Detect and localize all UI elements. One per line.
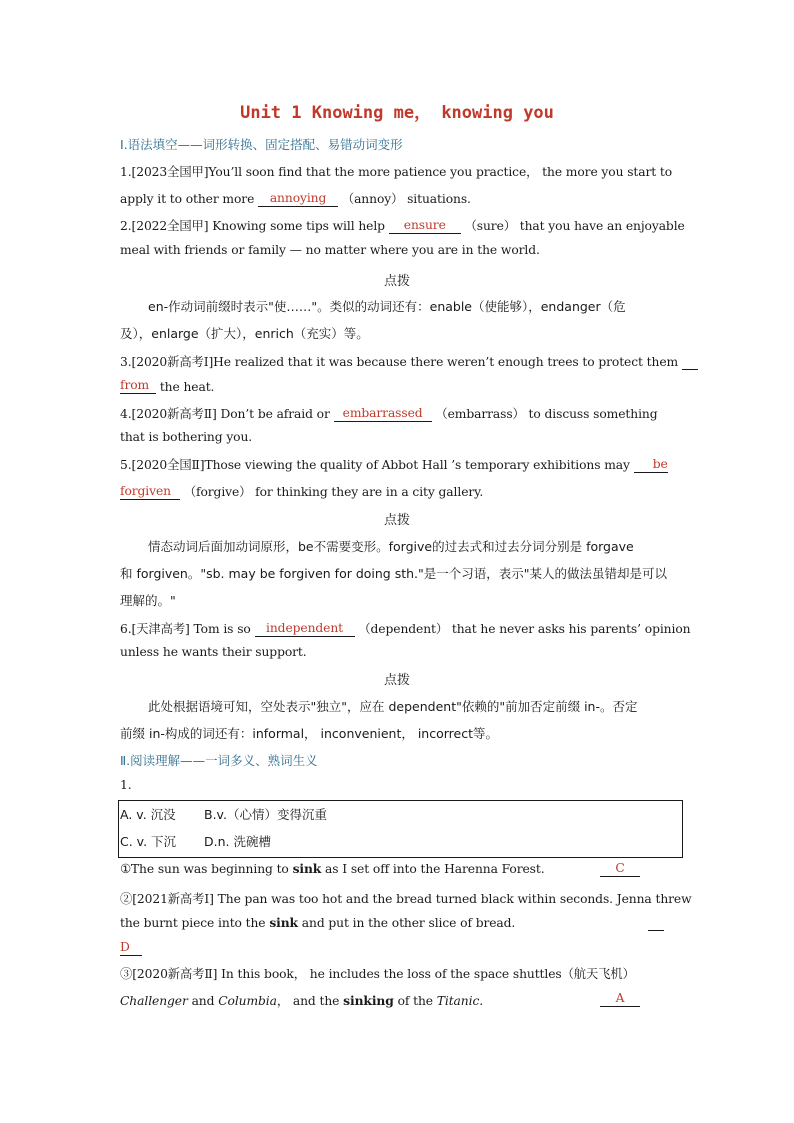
option-d: D.n. 洗碗槽 [204,834,271,849]
answer-text: annoying [269,191,327,205]
note-2-line-1: 情态动词后面加动词原形，be不需要变形。forgive的过去式和过去分词分别是 forgave [148,539,634,554]
sentence-3-answer [600,991,640,1007]
question-4-line-2: that is bothering you. [120,430,253,444]
answer-blank [120,484,180,500]
question-1-text: apply it to other more [120,192,255,206]
question-3-text: the heat. [159,380,215,394]
answer-blank [600,861,640,877]
question-6-line-1 [120,619,690,637]
question-5-line-2 [120,482,483,500]
answer-blank-lead [648,915,664,931]
question-6-text: 6.[天津高考] Tom is so [120,622,251,636]
note-3-line-1: 此处根据语境可知，空处表示"独立"，应在 dependent"依赖的"前加否定前缀 in-。否定 [148,699,638,714]
answer-blank-lead [682,354,698,370]
sentence-1-answer [600,861,640,877]
sentence-2-line-2 [120,915,515,930]
question-5-line-1 [120,455,668,473]
note-heading: 点拨 [383,673,410,688]
sentence-text: . [479,994,484,1008]
answer-blank [258,191,338,207]
option-c: C. v. 下沉 [120,834,177,849]
question-4-line-1 [120,404,658,422]
sentence-text: and put in the other slice of bread. [301,916,516,930]
options-box [118,800,683,858]
keyword: sink [269,915,298,930]
question-4-text: （embarrass） to discuss something [435,407,658,421]
question-1-line-2 [120,189,471,207]
answer-blank [255,621,355,637]
answer-text: independent [266,621,344,635]
question-4-text: 4.[2020新高考Ⅱ] Don’t be afraid or [120,407,330,421]
note-heading: 点拨 [383,274,410,289]
question-5-text: 5.[2020全国Ⅱ]Those viewing the quality of Abbot Hall ’s temporary exhibitions may [120,458,630,472]
page-title: Unit 1 Knowing me， knowing you [240,103,554,123]
question-2-line-1 [120,216,685,234]
note-heading: 点拨 [383,513,410,528]
question-2-line-2: meal with friends or family — no matter where you are in the world. [120,243,540,257]
note-1-line-2: 及），enlarge（扩大），enrich（充实）等。 [120,326,369,341]
answer-text: A [615,991,625,1005]
option-a: A. v. 沉没 [120,807,176,822]
sentence-3-line-2 [120,991,483,1009]
reading-question-number: 1. [120,778,132,792]
note-2-line-3: 理解的。" [120,593,176,608]
answer-blank [120,378,156,394]
answer-blank [600,991,640,1007]
italic-title: Titanic [436,994,480,1008]
question-2-text: 2.[2022全国甲] Knowing some tips will help [120,219,385,233]
answer-blank [334,406,432,422]
answer-text: D [120,940,130,954]
italic-title: Columbia [218,994,277,1008]
sentence-3-line-1: ③[2020新高考Ⅱ] In this book， he includes the loss of the space shuttles（航天飞机） [120,967,635,981]
note-1-line-1: en-作动词前缀时表示"使……"。类似的动词还有：enable（使能够），endanger（危 [148,299,626,314]
question-3-line-1 [120,352,698,370]
section-heading-reading: Ⅱ.阅读理解——一词多义、熟词生义 [120,753,318,768]
answer-text: from [120,378,150,392]
sentence-text: ， and the [276,994,340,1008]
answer-blank [634,457,668,473]
question-1-text: （annoy） situations. [341,192,471,206]
question-3-line-2 [120,378,214,394]
keyword: sinking [343,993,394,1008]
sentence-2-line-1: ②[2021新高考Ⅰ] The pan was too hot and the bread turned black within seconds. Jenna threw [120,892,692,906]
answer-text: be [652,457,668,471]
italic-title: Challenger [120,994,188,1008]
answer-blank [389,218,461,234]
sentence-1 [120,861,545,876]
note-2-line-2: 和 forgiven。"sb. may be forgiven for doing sth."是一个习语，表示"某人的做法虽错却是可以 [120,566,668,581]
question-6-text: （dependent） that he never asks his parents’ opinion [358,622,691,636]
note-3-line-2: 前缀 in-构成的词还有：informal， inconvenient， incorrect等。 [120,726,498,741]
question-5-text: （forgive） for thinking they are in a city gallery. [183,485,484,499]
answer-text: forgiven [120,484,171,498]
sentence-text: ①The sun was beginning to [120,862,289,876]
question-2-text: （sure） that you have an enjoyable [464,219,685,233]
sentence-text: the burnt piece into the [120,916,266,930]
answer-text: ensure [403,218,446,232]
question-3-text: 3.[2020新高考Ⅰ]He realized that it was because there weren’t enough trees to protect them [120,355,679,369]
sentence-text: and [191,994,215,1008]
sentence-text: as I set off into the Harenna Forest. [325,862,545,876]
question-6-line-2: unless he wants their support. [120,645,307,659]
answer-blank [120,940,142,956]
section-heading-grammar: Ⅰ.语法填空——词形转换、固定搭配、易错动词变形 [120,137,403,152]
question-1-line-1: 1.[2023全国甲]You’ll soon find that the more patience you practice， the more you start to [120,165,673,179]
sentence-text: of the [397,994,433,1008]
answer-text: C [615,861,625,875]
option-b: B.v.（心情）变得沉重 [204,807,327,822]
answer-text: embarrassed [342,406,423,420]
sentence-2-answer [120,940,142,956]
keyword: sink [292,861,322,876]
